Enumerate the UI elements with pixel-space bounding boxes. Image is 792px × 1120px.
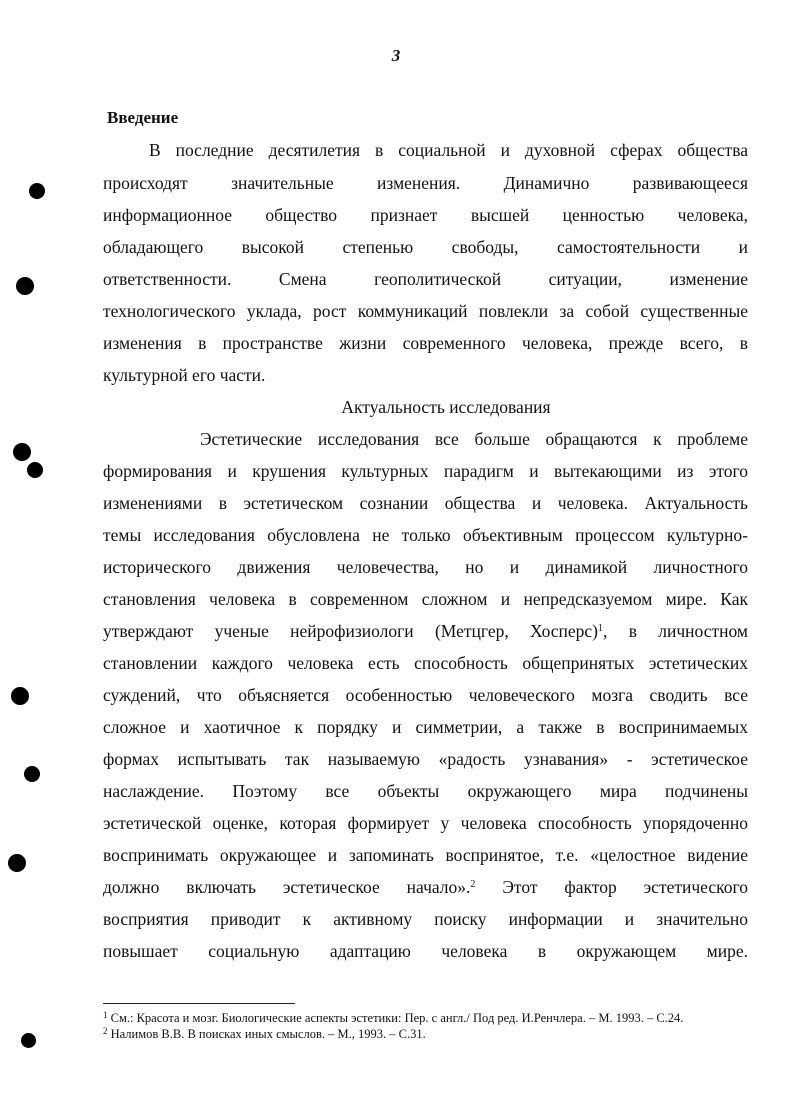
punch-hole-dot bbox=[29, 183, 45, 199]
punch-hole-dot bbox=[11, 687, 29, 705]
footnote-1 bbox=[103, 1011, 683, 1026]
punch-hole-dot bbox=[8, 854, 26, 872]
text-line: Эстетические исследования все больше обращаются к проблеме bbox=[200, 429, 748, 449]
footnote-text: См.: Красота и мозг. Биологические аспекты эстетики: Пер. с англ./ Под ред. И.Ренчлера. – М. 1993. – С.24. bbox=[110, 1011, 684, 1025]
footnote-mark: 2 bbox=[103, 1026, 108, 1036]
section-subtitle: Актуальность исследования bbox=[341, 397, 551, 417]
footnote-text: Налимов В.В. В поисках иных смыслов. – М., 1993. – С.31. bbox=[110, 1027, 426, 1041]
text-line: изменениями в эстетическом сознании общества и человека. Актуальность bbox=[103, 493, 748, 513]
page-number: 3 bbox=[391, 46, 401, 65]
punch-hole-dot bbox=[16, 277, 34, 295]
footnote-ref-1[interactable]: 1 bbox=[598, 623, 604, 634]
punch-hole-dot bbox=[24, 766, 40, 782]
text-line: повышает социальную адаптацию человека в окружающем мире. bbox=[103, 941, 748, 961]
footnote-2 bbox=[103, 1027, 426, 1042]
text-line: воспринимать окружающее и запоминать воспринятое, т.е. «целостное видение bbox=[103, 845, 748, 865]
punch-hole-dot bbox=[13, 443, 31, 461]
text-line: исторического движения человечества, но и динамикой личностного bbox=[103, 557, 748, 577]
text-line: восприятия приводит к активному поиску информации и значительно bbox=[103, 909, 748, 929]
punch-hole-dot bbox=[27, 462, 43, 478]
text-line: формирования и крушения культурных парадигм и вытекающими из этого bbox=[103, 461, 748, 481]
text-fragment: , в личностном bbox=[603, 621, 748, 641]
text-fragment: Этот фактор эстетического bbox=[475, 877, 748, 897]
text-line: культурной его части. bbox=[103, 365, 266, 385]
text-line: ответственности. Смена геополитической ситуации, изменение bbox=[103, 269, 748, 289]
text-line: становления человека в современном сложном и непредсказуемом мире. Как bbox=[103, 589, 748, 609]
text-line: изменения в пространстве жизни современного человека, прежде всего, в bbox=[103, 333, 748, 353]
text-fragment: должно включать эстетическое начало». bbox=[103, 877, 471, 897]
footnote-separator bbox=[103, 1003, 295, 1004]
text-line: наслаждение. Поэтому все объекты окружающего мира подчинены bbox=[103, 781, 748, 801]
text-line: сложное и хаотичное к порядку и симметрии, а также в воспринимаемых bbox=[103, 717, 748, 737]
footnote-mark: 1 bbox=[103, 1010, 108, 1020]
text-line: информационное общество признает высшей ценностью человека, bbox=[103, 205, 748, 225]
punch-hole-dot bbox=[21, 1033, 36, 1048]
text-line-with-footnote bbox=[103, 621, 748, 641]
text-fragment: утверждают ученые нейрофизиологи (Метцгер, Хосперс) bbox=[103, 621, 599, 641]
text-line: обладающего высокой степенью свободы, самостоятельности и bbox=[103, 237, 748, 257]
text-line: В последние десятилетия в социальной и духовной сферах общества bbox=[149, 140, 748, 160]
section-heading: Введение bbox=[107, 108, 179, 127]
footnote-ref-2[interactable]: 2 bbox=[470, 879, 476, 890]
text-line: эстетической оценке, которая формирует у человека способность упорядоченно bbox=[103, 813, 748, 833]
text-line: формах испытывать так называемую «радость узнавания» - эстетическое bbox=[103, 749, 748, 769]
text-line-with-footnote bbox=[103, 877, 748, 897]
text-line: технологического уклада, рост коммуникаций повлекли за собой существенные bbox=[103, 301, 748, 321]
text-line: происходят значительные изменения. Динамично развивающееся bbox=[103, 173, 748, 193]
text-line: становлении каждого человека есть способность общепринятых эстетических bbox=[103, 653, 748, 673]
text-line: темы исследования обусловлена не только объективным процессом культурно- bbox=[103, 525, 748, 545]
text-line: суждений, что объясняется особенностью человеческого мозга сводить все bbox=[103, 685, 748, 705]
